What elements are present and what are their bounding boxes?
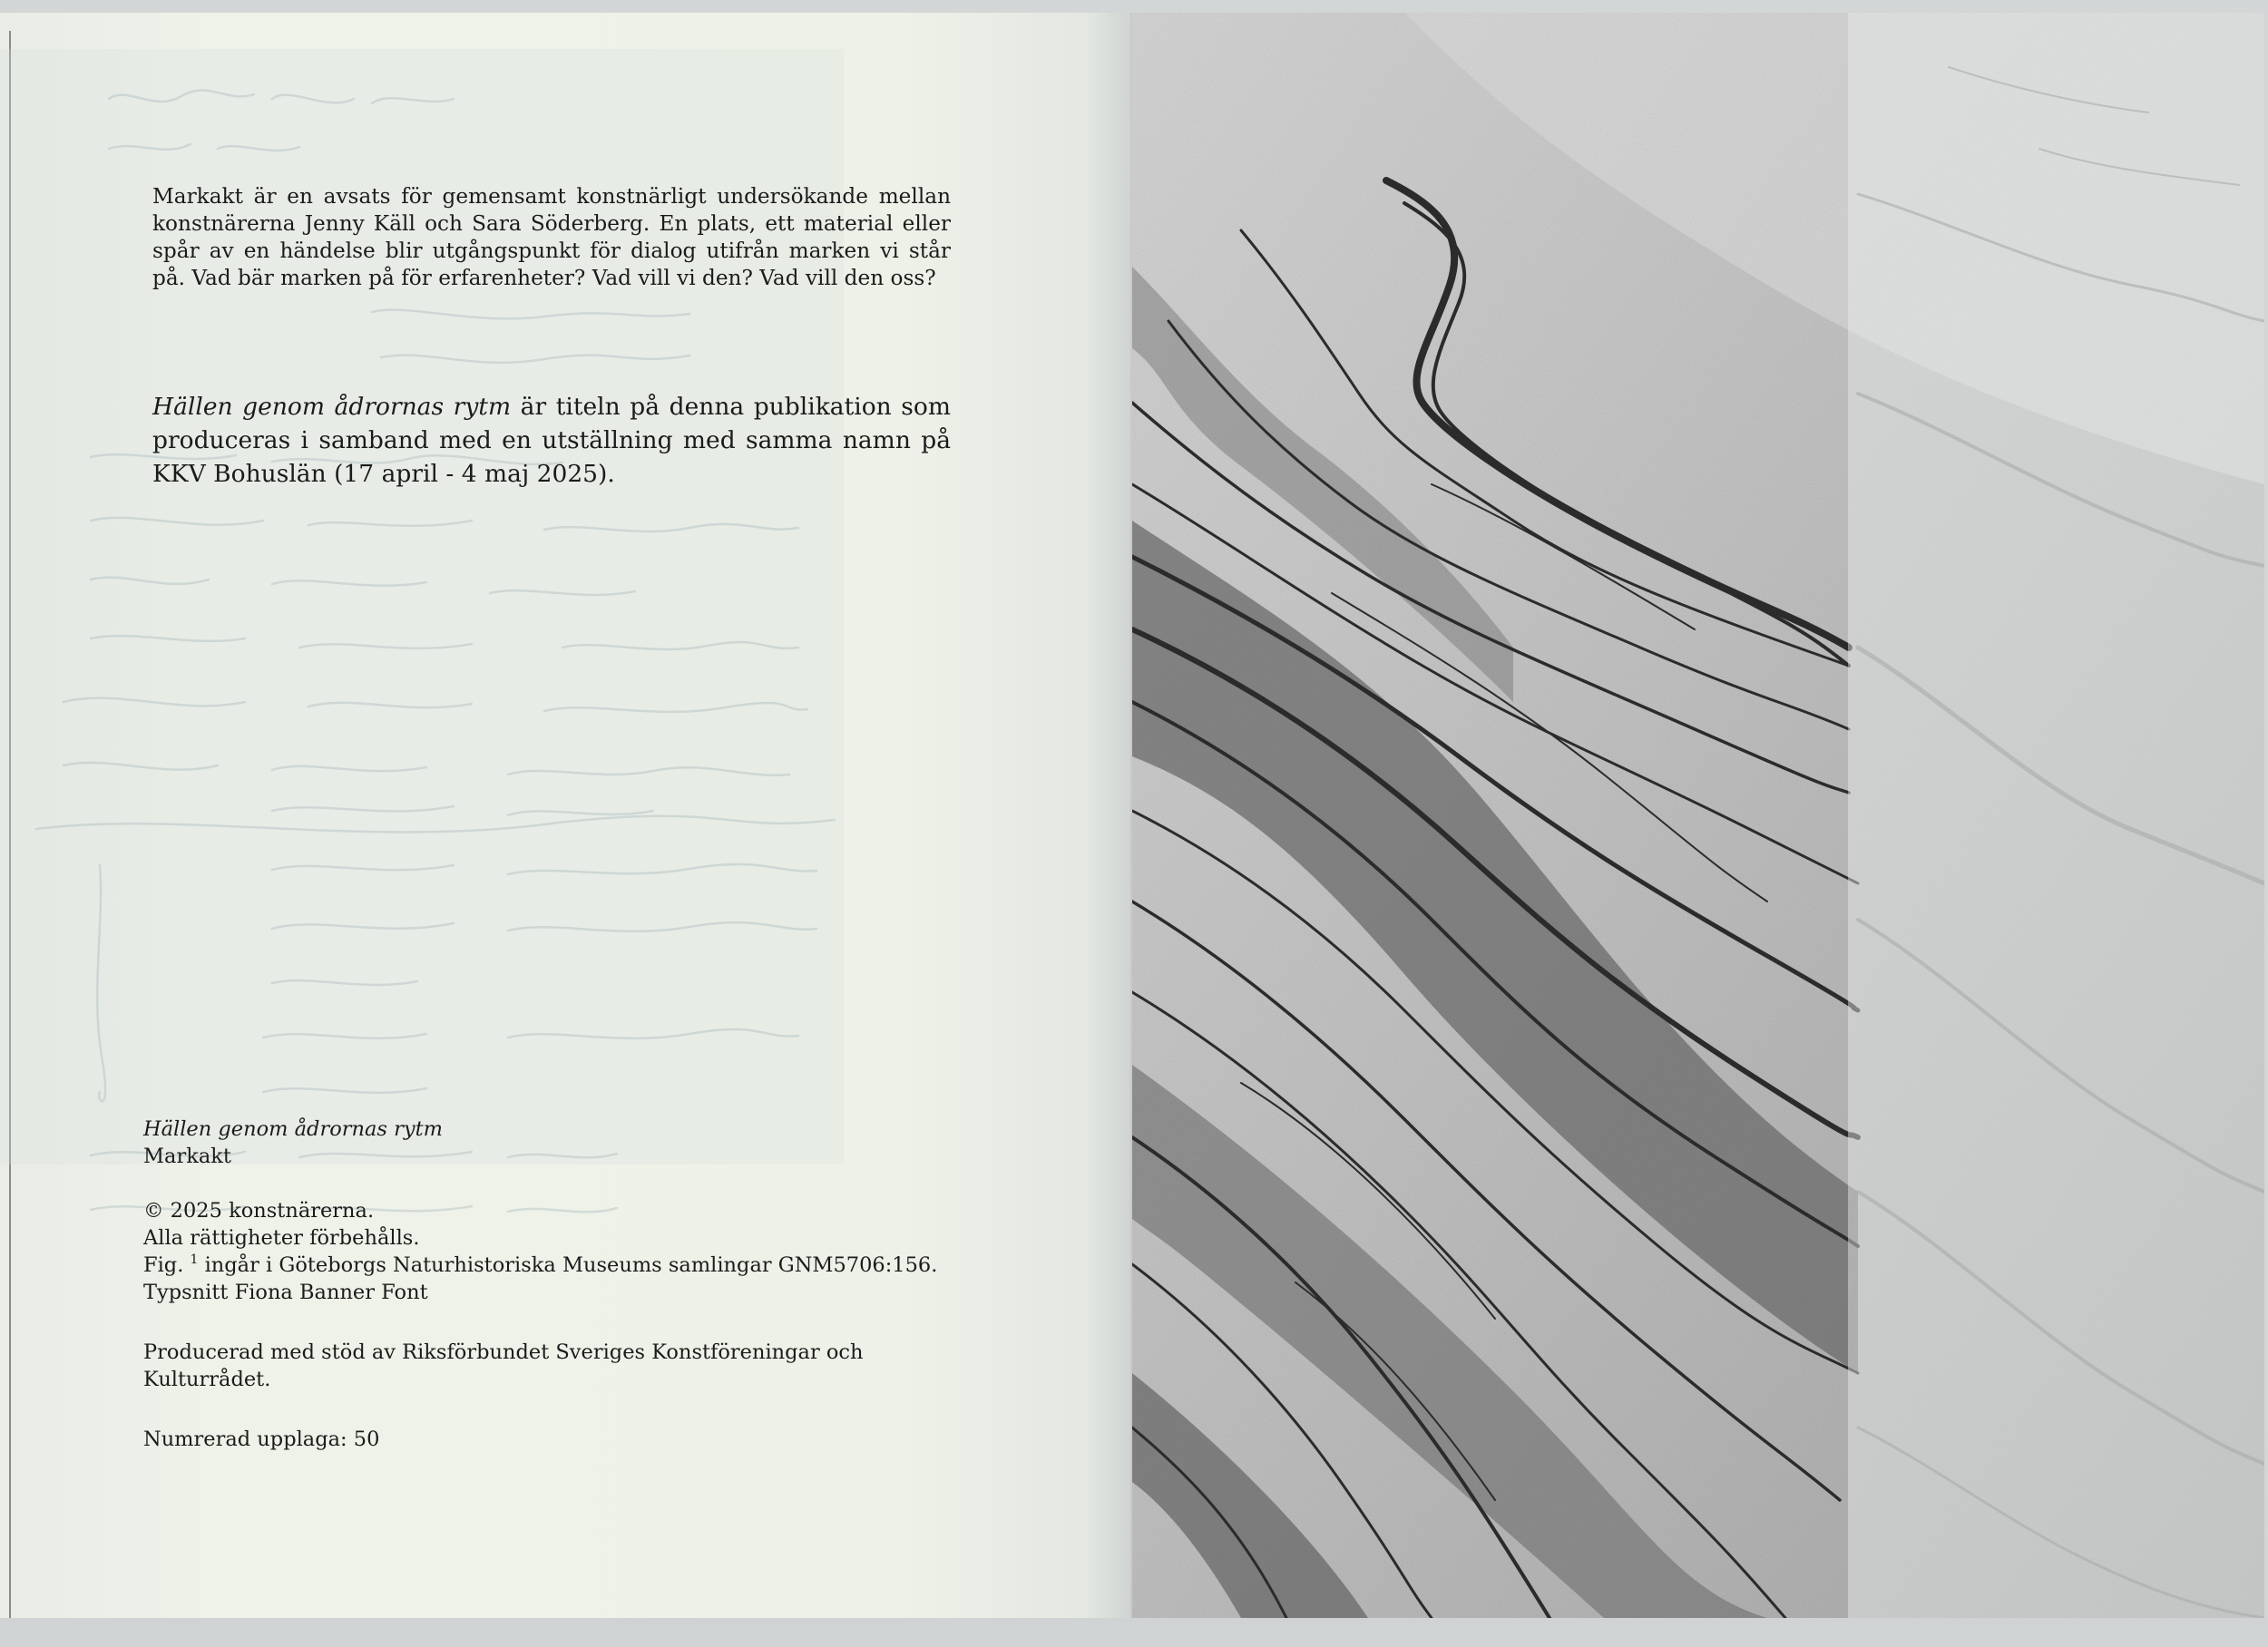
left-page (0, 13, 1132, 1618)
colophon-font-credit: Typsnitt Fiona Banner Font (143, 1281, 428, 1304)
colophon-rights: Alla rättigheter förbehålls. (143, 1226, 420, 1250)
right-page (1132, 13, 2264, 1618)
colophon-title: Hällen genom ådrornas rytm (143, 1117, 443, 1141)
footnote-marker: 1 (190, 1252, 199, 1267)
publication-description: är titeln på denna publikation som produceras i samband med en utställning med samma namn på KKV Bohuslän (17 april - 4 maj 2025). (152, 393, 951, 488)
scanner-bed (0, 1618, 2268, 1647)
colophon-figure-credit: Fig. $^1$ ingår i Göteborgs Naturhistoriska Museums samlingar GNM5706:156. (143, 1252, 938, 1277)
colophon-copyright: © 2025 konstnärerna. (143, 1199, 375, 1223)
translucent-overlay-sheet (1848, 13, 2264, 1618)
colophon-support: Producerad med stöd av Riksförbundet Sveriges Konstföreningar och Kulturrådet. (143, 1340, 864, 1391)
colophon-author: Markakt (143, 1145, 231, 1168)
publication-paragraph (152, 390, 951, 491)
colophon (143, 1116, 960, 1453)
intro-paragraph: Markakt är en avsats för gemensamt konstnärligt undersökande mellan konstnärerna Jenny Käll och Sara Söderberg. En plats, ett material eller spår av en händelse blir utgångspunkt för dialog utifrån marken vi står på. Vad bär marken på för erfarenheter? Vad vill vi den? Vad vill den oss? (152, 184, 951, 290)
publication-title: Hällen genom ådrornas rytm (152, 393, 512, 421)
colophon-edition: Numrerad upplaga: 50 (143, 1428, 380, 1451)
